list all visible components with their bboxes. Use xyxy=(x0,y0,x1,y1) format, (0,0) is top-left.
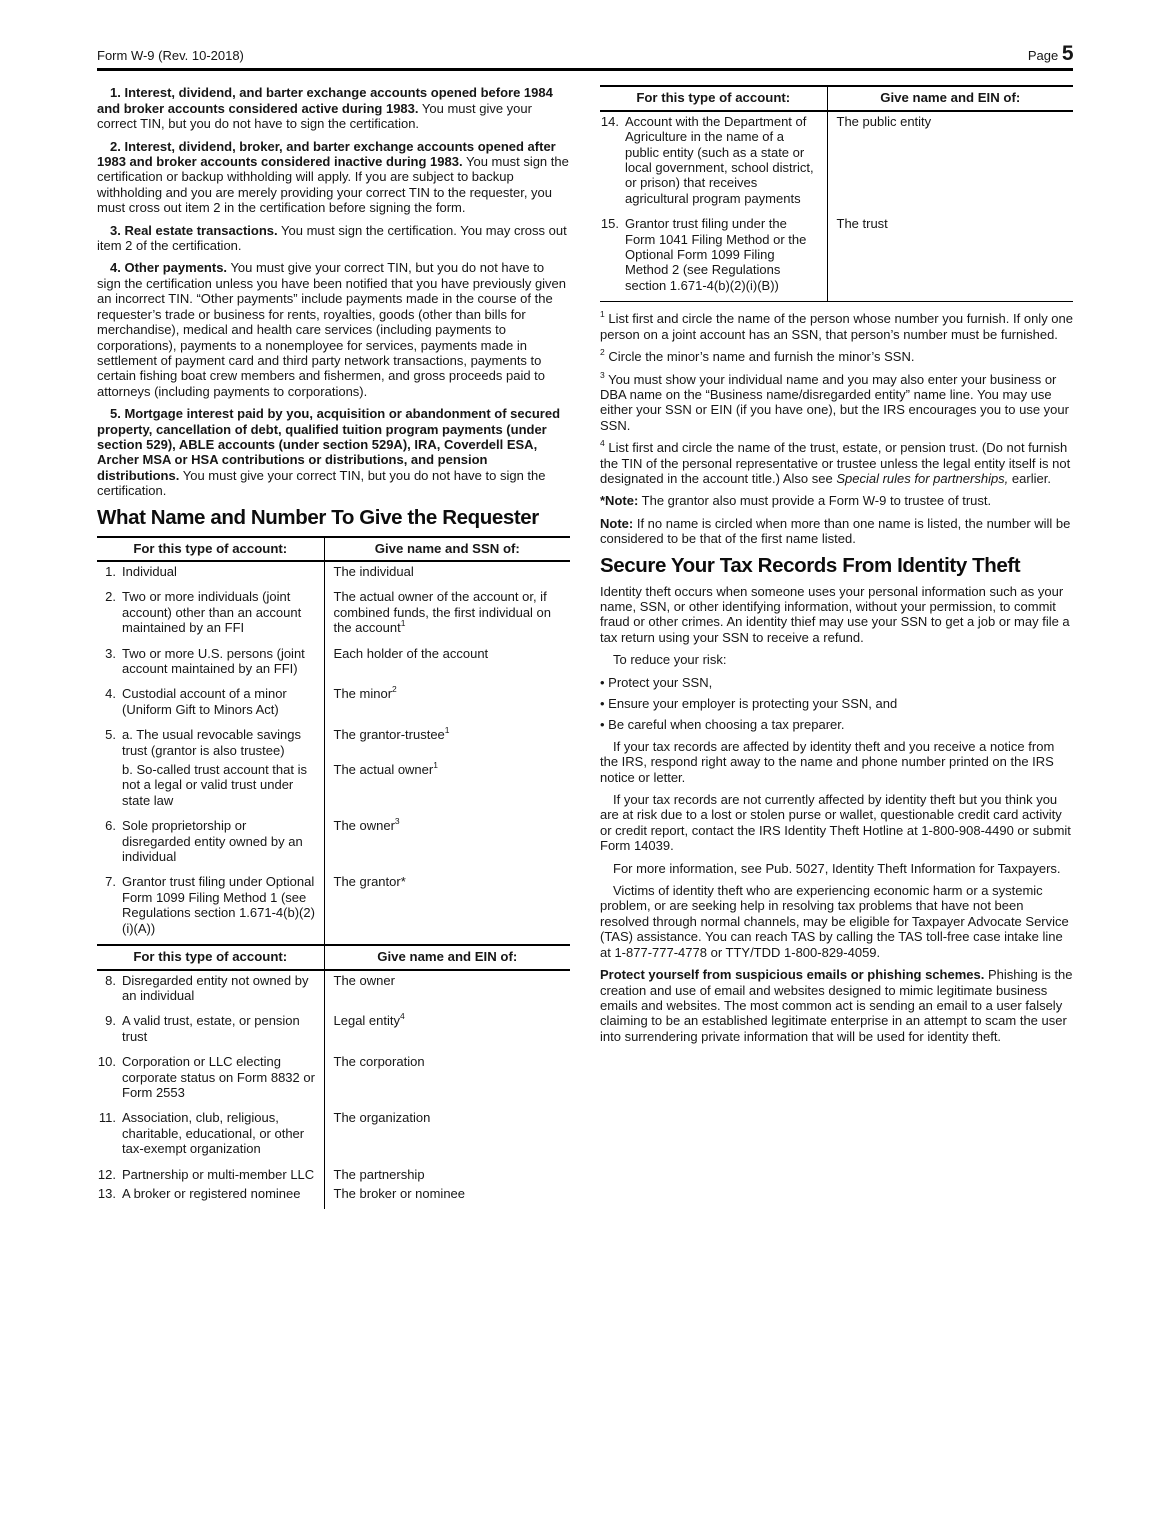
give-name: The owner xyxy=(333,972,395,988)
give-name: The owner xyxy=(333,818,395,834)
row-number: 2. xyxy=(105,589,116,605)
give-name: The public entity xyxy=(836,113,932,129)
row-number: 12. xyxy=(97,1166,116,1182)
account-type: a. The usual revocable savings trust (grantor is also trustee) xyxy=(122,727,301,758)
give-name: The individual xyxy=(333,563,414,579)
table-row-13 xyxy=(97,1184,570,1209)
paragraph-4-body: You must give your correct TIN, but you do not have to sign the certification unless you have been notified that you have previously given an incorrect TIN. “Other payments” include payments made in the course of the requester’s trade or business for rents, royalties, goods (other than bills for merchandise), medical and health care services (including payments to corporations), payments to a nonemployee for services, payments made in settlement of payment card and third party network transactions, payments to certain fishing boat crew members and fishermen, and gross proceeds paid to attorneys (including payments to corporations). xyxy=(97,260,567,399)
column-header-give-name-ssn: Give name and SSN of: xyxy=(324,537,570,561)
footnote-marker: 1 xyxy=(600,309,605,320)
star-note-text: The grantor also must provide a Form W-9 to trustee of trust. xyxy=(638,493,992,509)
account-type: b. So-called trust account that is not a legal or valid trust under state law xyxy=(122,762,307,808)
right-column xyxy=(600,85,1073,1209)
footnote-ref: 1 xyxy=(444,725,450,736)
table-row-9 xyxy=(97,1011,570,1052)
paragraph-records-at-risk: If your tax records are not currently affected by identity theft but you think you are at risk due to a lost or stolen purse or wallet, questionable credit card activity or credit report, contact the IRS Identity Theft Hotline at 1-800-908-4490 or submit Form 14039. xyxy=(600,792,1071,854)
paragraph-victims-tas: Victims of identity theft who are experiencing economic harm or a systemic problem, or are seeking help in resolving tax problems that have not been resolved through normal channels, may be eligible for Taxpayer Advocate Service (TAS) assistance. You can reach TAS by calling the TAS toll-free case intake line at 1-877-777-4778 or TTY/TDD 1-800-829-4059. xyxy=(600,883,1069,960)
paragraph-2-body: You must sign the certification or backup withholding will apply. If you are subject to backup withholding and you are merely providing your correct TIN to the requester, you must cross out item 2 in the certification before signing the form. xyxy=(97,154,569,216)
page-number-value: 5 xyxy=(1061,42,1073,65)
bullet-protect-ssn: • Protect your SSN, xyxy=(600,675,1073,690)
paragraph-2 xyxy=(97,139,570,216)
footnote-text: You must show your individual name and you may also enter your business or DBA name on the “Business name/disregarded entity” name line. You may use either your SSN or EIN (if you have one), but the IRS encourages you to use your SSN. xyxy=(600,371,1069,433)
footnote-text: Circle the minor’s name and furnish the minor’s SSN. xyxy=(608,349,915,365)
page-label: Page xyxy=(1027,48,1059,63)
name-note-text: If no name is circled when more than one name is listed, the number will be considered to be that of the first name listed. xyxy=(600,515,1071,547)
table-header-row xyxy=(97,945,570,969)
account-type: A broker or registered nominee xyxy=(122,1185,301,1201)
name-note-lead: Note: xyxy=(600,515,634,531)
column-header-account-type: For this type of account: xyxy=(97,537,324,561)
page-number xyxy=(1027,42,1073,65)
paragraph-4-lead: 4. Other payments. xyxy=(110,260,228,276)
footnote-ref: 3 xyxy=(394,816,400,827)
paragraph-1-body: You must give your correct TIN, but you do not have to sign the certification. xyxy=(97,100,532,132)
paragraph-5-lead: 5. Mortgage interest paid by you, acquisition or abandonment of secured property, cancellation of debt, qualified tuition program payments (under section 529), ABLE accounts (under section 529A), IRA, Coverdell ESA, Archer MSA or HSA contributions or distributions, and pension distributions. xyxy=(97,406,561,483)
footnotes xyxy=(600,311,1073,546)
phishing-body: Phishing is the creation and use of email and websites designed to mimic legitimate business emails and websites. The most common act is sending an email to a user falsely claiming to be an established legitimate enterprise in an attempt to scam the user into surrendering private information that will be used for identity theft. xyxy=(600,967,1073,1044)
column-header-account-type: For this type of account: xyxy=(97,945,324,969)
row-number: 8. xyxy=(105,972,116,988)
row-number: 3. xyxy=(105,645,116,661)
row-number: 7. xyxy=(105,874,116,890)
footnote-tail: earlier. xyxy=(1008,470,1051,486)
table-row-12 xyxy=(97,1165,570,1184)
paragraph-2-lead: 2. Interest, dividend, broker, and barter exchange accounts opened after 1983 and broker accounts considered inactive during 1983. xyxy=(97,138,556,170)
table-row-1 xyxy=(97,561,570,587)
footnote-text: List first and circle the name of the trust, estate, or pension trust. (Do not furnish the TIN of the personal representative or trustee unless the legal entity itself is not designated in the account title.) Also see xyxy=(600,440,1071,486)
give-name: The grantor* xyxy=(333,874,406,890)
give-name: The organization xyxy=(333,1110,431,1126)
give-name: The corporation xyxy=(333,1054,425,1070)
account-type: Two or more U.S. persons (joint account maintained by an FFI) xyxy=(122,645,305,676)
footnote-marker: 4 xyxy=(600,438,605,449)
star-note xyxy=(600,493,1073,508)
table-row-5a xyxy=(97,725,570,760)
footnote-marker: 2 xyxy=(600,347,605,358)
row-number: 14. xyxy=(600,113,619,129)
row-number: 6. xyxy=(105,818,116,834)
account-table-ein xyxy=(97,944,570,1209)
row-number: 15. xyxy=(600,216,619,232)
table-header-row xyxy=(97,537,570,561)
row-number: 11. xyxy=(98,1110,116,1126)
section-heading-secure-records: Secure Your Tax Records From Identity Theft xyxy=(600,553,1021,577)
reduce-risk-lead: To reduce your risk: xyxy=(613,652,727,668)
give-name: The grantor-trustee xyxy=(333,727,445,743)
account-table-ein-continued xyxy=(600,85,1073,302)
account-type: Disregarded entity not owned by an individual xyxy=(122,972,309,1003)
form-id: Form W-9 (Rev. 10-2018) xyxy=(97,48,244,63)
column-header-give-name-ein: Give name and EIN of: xyxy=(324,945,570,969)
account-type: Sole proprietorship or disregarded entity owned by an individual xyxy=(122,818,303,865)
paragraph-1 xyxy=(97,85,570,131)
account-type: A valid trust, estate, or pension trust xyxy=(122,1013,300,1044)
account-type: Association, club, religious, charitable, educational, or other tax-exempt organization xyxy=(122,1110,305,1157)
give-name: The actual owner xyxy=(333,762,434,778)
account-type: Two or more individuals (joint account) other than an account maintained by an FFI xyxy=(122,589,302,636)
table-row-7 xyxy=(97,872,570,944)
give-name: The minor xyxy=(333,686,393,702)
footnote-marker: 3 xyxy=(600,369,605,380)
bullet-tax-preparer: • Be careful when choosing a tax preparer. xyxy=(600,717,1073,732)
two-column-layout xyxy=(97,85,1073,1209)
paragraph-3 xyxy=(97,223,570,254)
footnote-ref: 1 xyxy=(433,760,438,771)
table-row-2 xyxy=(97,587,570,643)
footnote-text: List first and circle the name of the person whose number you furnish. If only one person on a joint account has an SSN, that person’s number must be furnished. xyxy=(600,311,1073,342)
give-name: The actual owner of the account or, if combined funds, the first individual on the account xyxy=(333,589,552,636)
table-row-15 xyxy=(600,214,1073,302)
paragraph-4 xyxy=(97,260,570,399)
phishing-lead: Protect yourself from suspicious emails or phishing schemes. xyxy=(600,967,985,983)
account-type: Individual xyxy=(122,563,177,579)
footnote-4 xyxy=(600,440,1073,486)
account-type: Grantor trust filing under the Form 1041 Filing Method or the Optional Form 1099 Filing Method 2 (see Regulations section 1.671-4(b)(2)(i)(B)) xyxy=(625,216,807,293)
row-number: 13. xyxy=(97,1185,116,1201)
row-number: 1. xyxy=(105,563,116,579)
account-type: Custodial account of a minor (Uniform Gift to Minors Act) xyxy=(122,686,287,717)
row-number: 4. xyxy=(105,686,116,702)
section-heading-what-name: What Name and Number To Give the Requester xyxy=(97,505,539,529)
table-row-4 xyxy=(97,684,570,725)
paragraph-1-lead: 1. Interest, dividend, and barter exchange accounts opened before 1984 and broker accounts considered active during 1983. xyxy=(97,85,553,116)
account-type: Grantor trust filing under Optional Form 1099 Filing Method 1 (see Regulations section 1.671-4(b)(2)(i)(A)) xyxy=(122,874,315,936)
paragraph-3-lead: 3. Real estate transactions. xyxy=(110,222,278,238)
paragraph-more-information: For more information, see Pub. 5027, Identity Theft Information for Taxpayers. xyxy=(613,860,1061,876)
row-number: 9. xyxy=(105,1013,116,1029)
column-header-give-name-ein: Give name and EIN of: xyxy=(827,86,1073,110)
paragraph-3-body: You must sign the certification. You may cross out item 2 of the certification. xyxy=(97,222,567,254)
table-row-5b xyxy=(97,760,570,816)
table-row-10 xyxy=(97,1052,570,1108)
table-row-8 xyxy=(97,970,570,1012)
name-note xyxy=(600,516,1073,547)
give-name: The trust xyxy=(836,216,888,232)
footnote-ref: 4 xyxy=(400,1011,405,1022)
star-note-lead: *Note: xyxy=(600,493,639,509)
footnote-1 xyxy=(600,311,1073,342)
left-column xyxy=(97,85,570,1209)
column-header-account-type: For this type of account: xyxy=(600,86,827,110)
identity-theft-intro: Identity theft occurs when someone uses your personal information such as your name, SSN, or other identifying information, without your permission, to commit fraud or other crimes. An identity thief may use your SSN to get a job or may file a tax return using your SSN to receive a refund. xyxy=(600,583,1070,645)
row-number: 10. xyxy=(97,1054,116,1070)
footnote-italic-reference: Special rules for partnerships, xyxy=(836,470,1009,486)
account-type: Partnership or multi-member LLC xyxy=(122,1166,315,1182)
page-header xyxy=(97,42,1073,71)
table-row-3 xyxy=(97,644,570,685)
paragraph-5-body: You must give your correct TIN, but you do not have to sign the certification. xyxy=(97,467,546,499)
bullet-employer-ssn: • Ensure your employer is protecting your SSN, and xyxy=(600,696,1073,711)
account-type: Account with the Department of Agriculture in the name of a public entity (such as a state or local government, school district, or prison) that receives agricultural program payments xyxy=(625,113,814,206)
paragraph-phishing xyxy=(600,967,1073,1044)
footnote-ref: 2 xyxy=(392,684,397,695)
give-name: Legal entity xyxy=(333,1013,400,1029)
footnote-2 xyxy=(600,349,1073,364)
give-name: The partnership xyxy=(333,1166,425,1182)
table-row-11 xyxy=(97,1108,570,1164)
table-header-row xyxy=(600,86,1073,110)
footnote-3 xyxy=(600,369,1073,434)
account-type: Corporation or LLC electing corporate status on Form 8832 or Form 2553 xyxy=(122,1054,315,1100)
paragraph-records-affected: If your tax records are affected by identity theft and you receive a notice from the IRS, respond right away to the name and phone number printed on the IRS notice or letter. xyxy=(600,738,1055,785)
row-number: 5. xyxy=(105,727,116,743)
give-name: The broker or nominee xyxy=(333,1185,466,1201)
table-row-6 xyxy=(97,816,570,872)
paragraph-5 xyxy=(97,406,570,498)
give-name: Each holder of the account xyxy=(333,645,489,661)
account-table-ssn xyxy=(97,536,570,945)
footnote-ref: 1 xyxy=(400,618,406,629)
table-row-14 xyxy=(600,111,1073,214)
